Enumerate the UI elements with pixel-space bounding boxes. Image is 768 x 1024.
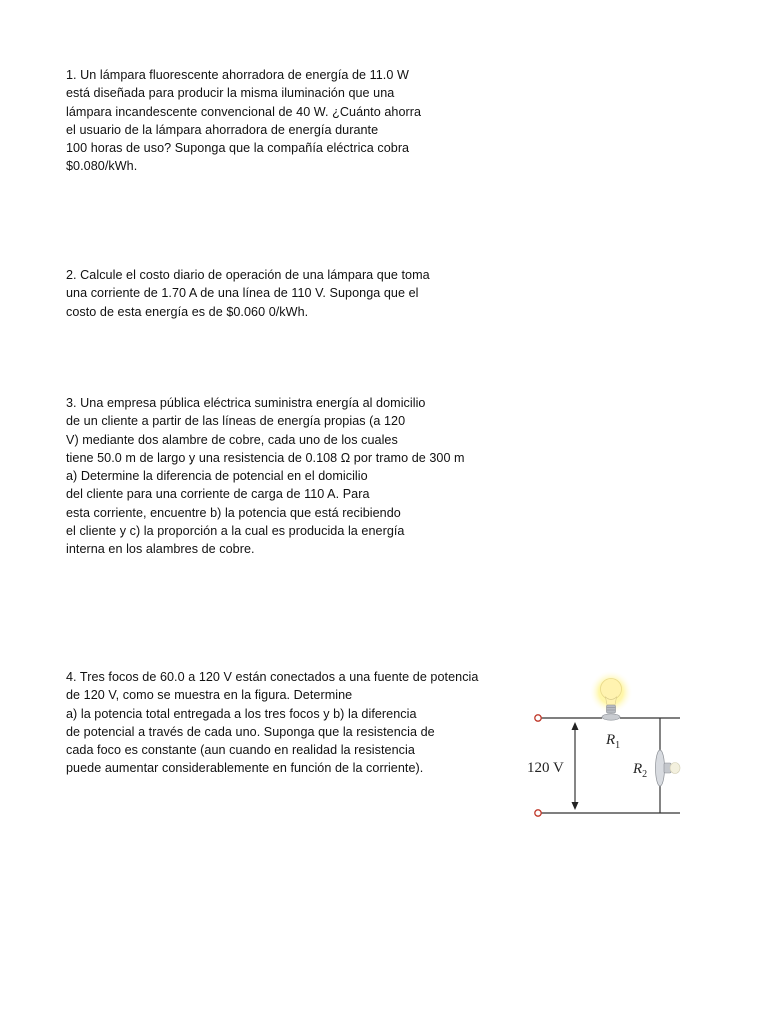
circuit-figure bbox=[520, 672, 680, 822]
problem-text-line: 3. Una empresa pública eléctrica suministra energía al domicilio bbox=[66, 396, 426, 410]
voltage-label: 120 V bbox=[527, 760, 564, 776]
voltage-arrow bbox=[572, 722, 579, 810]
problem-text-line: cada foco es constante (aun cuando en realidad la resistencia bbox=[66, 743, 415, 758]
problem-text-line: puede aumentar considerablemente en función de la corriente). bbox=[66, 761, 424, 776]
problem-text-line: V) mediante dos alambre de cobre, cada uno de los cuales bbox=[66, 432, 398, 447]
problem-text-line: 1. Un lámpara fluorescente ahorradora de energía de 11.0 W bbox=[66, 68, 409, 82]
problem-text-line: de un cliente a partir de las líneas de energía propias (a 120 bbox=[66, 414, 406, 429]
problem-text-line: del cliente para una corriente de carga de 110 A. Para bbox=[66, 487, 370, 502]
problem-text-line: costo de esta energía es de $0.060 0/kWh. bbox=[66, 304, 309, 319]
problem-text-line: tiene 50.0 m de largo y una resistencia de 0.108 Ω por tramo de 300 m bbox=[66, 450, 465, 465]
problem-text-line: el cliente y c) la proporción a la cual es producida la energía bbox=[66, 524, 405, 539]
problem-text-line: está diseñada para producir la misma iluminación que una bbox=[66, 86, 395, 101]
problem-text-line: 100 horas de uso? Suponga que la compañía eléctrica cobra bbox=[66, 141, 410, 156]
bulb-r1-icon bbox=[589, 670, 633, 720]
r2-label: $R_2$ bbox=[633, 761, 648, 780]
terminal-top bbox=[535, 715, 541, 721]
problem-text-line: de 120 V, como se muestra en la figura. Determine bbox=[66, 688, 353, 703]
problem-text-line: el usuario de la lámpara ahorradora de energía durante bbox=[66, 122, 379, 137]
problem-text-line: a) Determine la diferencia de potencial en el domicilio bbox=[66, 469, 368, 484]
problem-text-line: de potencial a través de cada uno. Suponga que la resistencia de bbox=[66, 724, 435, 739]
problem-4 bbox=[66, 668, 478, 778]
terminal-bottom bbox=[535, 810, 541, 816]
problem-text-line: 4. Tres focos de 60.0 a 120 V están conectados a una fuente de potencia bbox=[66, 670, 479, 684]
problem-text-line: $0.080/kWh. bbox=[66, 159, 138, 174]
problem-text-line: interna en los alambres de cobre. bbox=[66, 542, 255, 557]
problem-text-line: 2. Calcule el costo diario de operación de una lámpara que toma bbox=[66, 268, 430, 282]
problem-text-line: a) la potencia total entregada a los tres focos y b) la diferencia bbox=[66, 706, 417, 721]
problem-1 bbox=[66, 66, 421, 176]
problem-3 bbox=[66, 394, 465, 559]
problem-text-line: una corriente de 1.70 A de una línea de 110 V. Suponga que el bbox=[66, 286, 419, 301]
problem-text-line: esta corriente, encuentre b) la potencia que está recibiendo bbox=[66, 505, 401, 520]
bulb-r2-icon bbox=[656, 750, 681, 786]
r1-label: $R_1$ bbox=[606, 732, 621, 751]
problem-text-line: lámpara incandescente convencional de 40 W. ¿Cuánto ahorra bbox=[66, 104, 422, 119]
problem-2 bbox=[66, 266, 430, 321]
